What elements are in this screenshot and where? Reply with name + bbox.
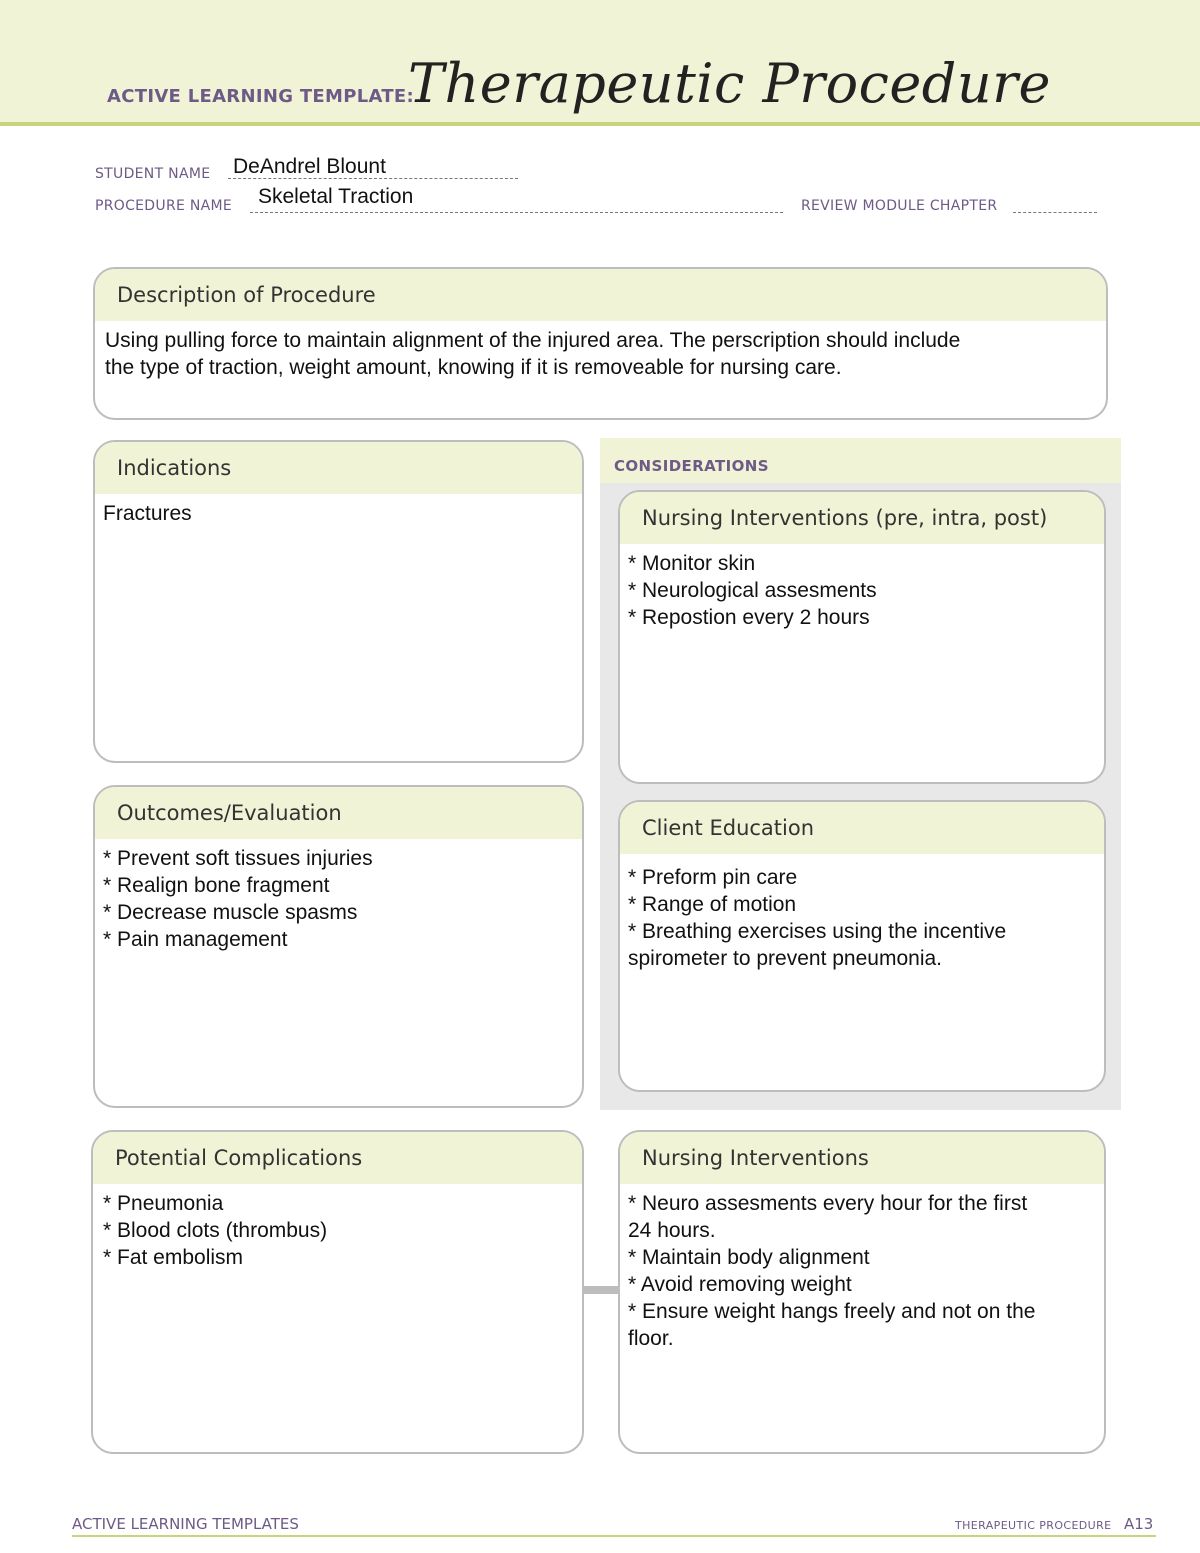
review-module-line xyxy=(1013,212,1097,213)
nursing-interventions-pre-line: * Monitor skin xyxy=(628,552,756,575)
outcomes-box xyxy=(93,785,584,1108)
page-number: A13 xyxy=(1124,1515,1154,1533)
student-name-label: STUDENT NAME xyxy=(95,166,211,182)
indications-text[interactable] xyxy=(95,494,582,527)
outcomes-title: Outcomes/Evaluation xyxy=(95,787,582,839)
complications-text[interactable] xyxy=(93,1184,582,1271)
connector-bar xyxy=(582,1286,620,1294)
description-box xyxy=(93,267,1108,420)
client-education-box xyxy=(618,800,1106,1092)
outcomes-line: * Realign bone fragment xyxy=(103,874,330,897)
complications-line: * Pneumonia xyxy=(103,1192,224,1215)
description-line: the type of traction, weight amount, knowing if it is removeable for nursing care. xyxy=(105,356,842,379)
outcomes-line: * Prevent soft tissues injuries xyxy=(103,847,373,870)
procedure-name-line xyxy=(250,212,783,213)
considerations-label: CONSIDERATIONS xyxy=(614,457,769,475)
outcomes-text[interactable] xyxy=(95,839,582,953)
client-education-line: * Range of motion xyxy=(628,893,797,916)
nursing-interventions-pre-line: * Repostion every 2 hours xyxy=(628,606,870,629)
nursing-interventions-box xyxy=(618,1130,1106,1454)
footer-right-label: THERAPEUTIC PROCEDURE xyxy=(955,1519,1112,1532)
template-label: ACTIVE LEARNING TEMPLATE: xyxy=(107,86,414,107)
nursing-interventions-pre-text[interactable] xyxy=(620,544,1104,631)
header-rule xyxy=(0,122,1200,126)
indications-title: Indications xyxy=(95,442,582,494)
nursing-interventions-line: * Ensure weight hangs freely and not on the xyxy=(628,1300,1036,1323)
nursing-interventions-line: 24 hours. xyxy=(628,1219,716,1242)
complications-box xyxy=(91,1130,584,1454)
client-education-line: * Breathing exercises using the incentive xyxy=(628,920,1007,943)
nursing-interventions-pre-line: * Neurological assesments xyxy=(628,579,877,602)
review-module-label: REVIEW MODULE CHAPTER xyxy=(801,198,998,214)
client-education-text[interactable] xyxy=(620,854,1104,972)
indications-box xyxy=(93,440,584,763)
student-name-field[interactable]: DeAndrel Blount xyxy=(233,155,386,178)
complications-title: Potential Complications xyxy=(93,1132,582,1184)
nursing-interventions-line: * Avoid removing weight xyxy=(628,1273,852,1296)
nursing-interventions-pre-box xyxy=(618,490,1106,784)
nursing-interventions-title: Nursing Interventions xyxy=(620,1132,1104,1184)
nursing-interventions-pre-title: Nursing Interventions (pre, intra, post) xyxy=(620,492,1104,544)
client-education-line: spirometer to prevent pneumonia. xyxy=(628,947,943,970)
description-title: Description of Procedure xyxy=(95,269,1106,321)
outcomes-line: * Pain management xyxy=(103,928,288,951)
client-education-line: * Preform pin care xyxy=(628,866,798,889)
description-text[interactable] xyxy=(95,321,1106,381)
template-title: Therapeutic Procedure xyxy=(408,52,1051,115)
complications-line: * Fat embolism xyxy=(103,1246,244,1269)
client-education-title: Client Education xyxy=(620,802,1104,854)
outcomes-line: * Decrease muscle spasms xyxy=(103,901,358,924)
nursing-interventions-line: floor. xyxy=(628,1327,674,1350)
footer-left-label: ACTIVE LEARNING TEMPLATES xyxy=(72,1515,299,1533)
nursing-interventions-line: * Maintain body alignment xyxy=(628,1246,870,1269)
procedure-name-field[interactable]: Skeletal Traction xyxy=(258,185,414,208)
complications-line: * Blood clots (thrombus) xyxy=(103,1219,328,1242)
footer-rule xyxy=(72,1535,1156,1537)
procedure-name-label: PROCEDURE NAME xyxy=(95,198,233,214)
nursing-interventions-text[interactable] xyxy=(620,1184,1104,1352)
description-line: Using pulling force to maintain alignment of the injured area. The perscription should include xyxy=(105,329,961,352)
nursing-interventions-line: * Neuro assesments every hour for the first xyxy=(628,1192,1028,1215)
indications-line: Fractures xyxy=(103,502,192,525)
